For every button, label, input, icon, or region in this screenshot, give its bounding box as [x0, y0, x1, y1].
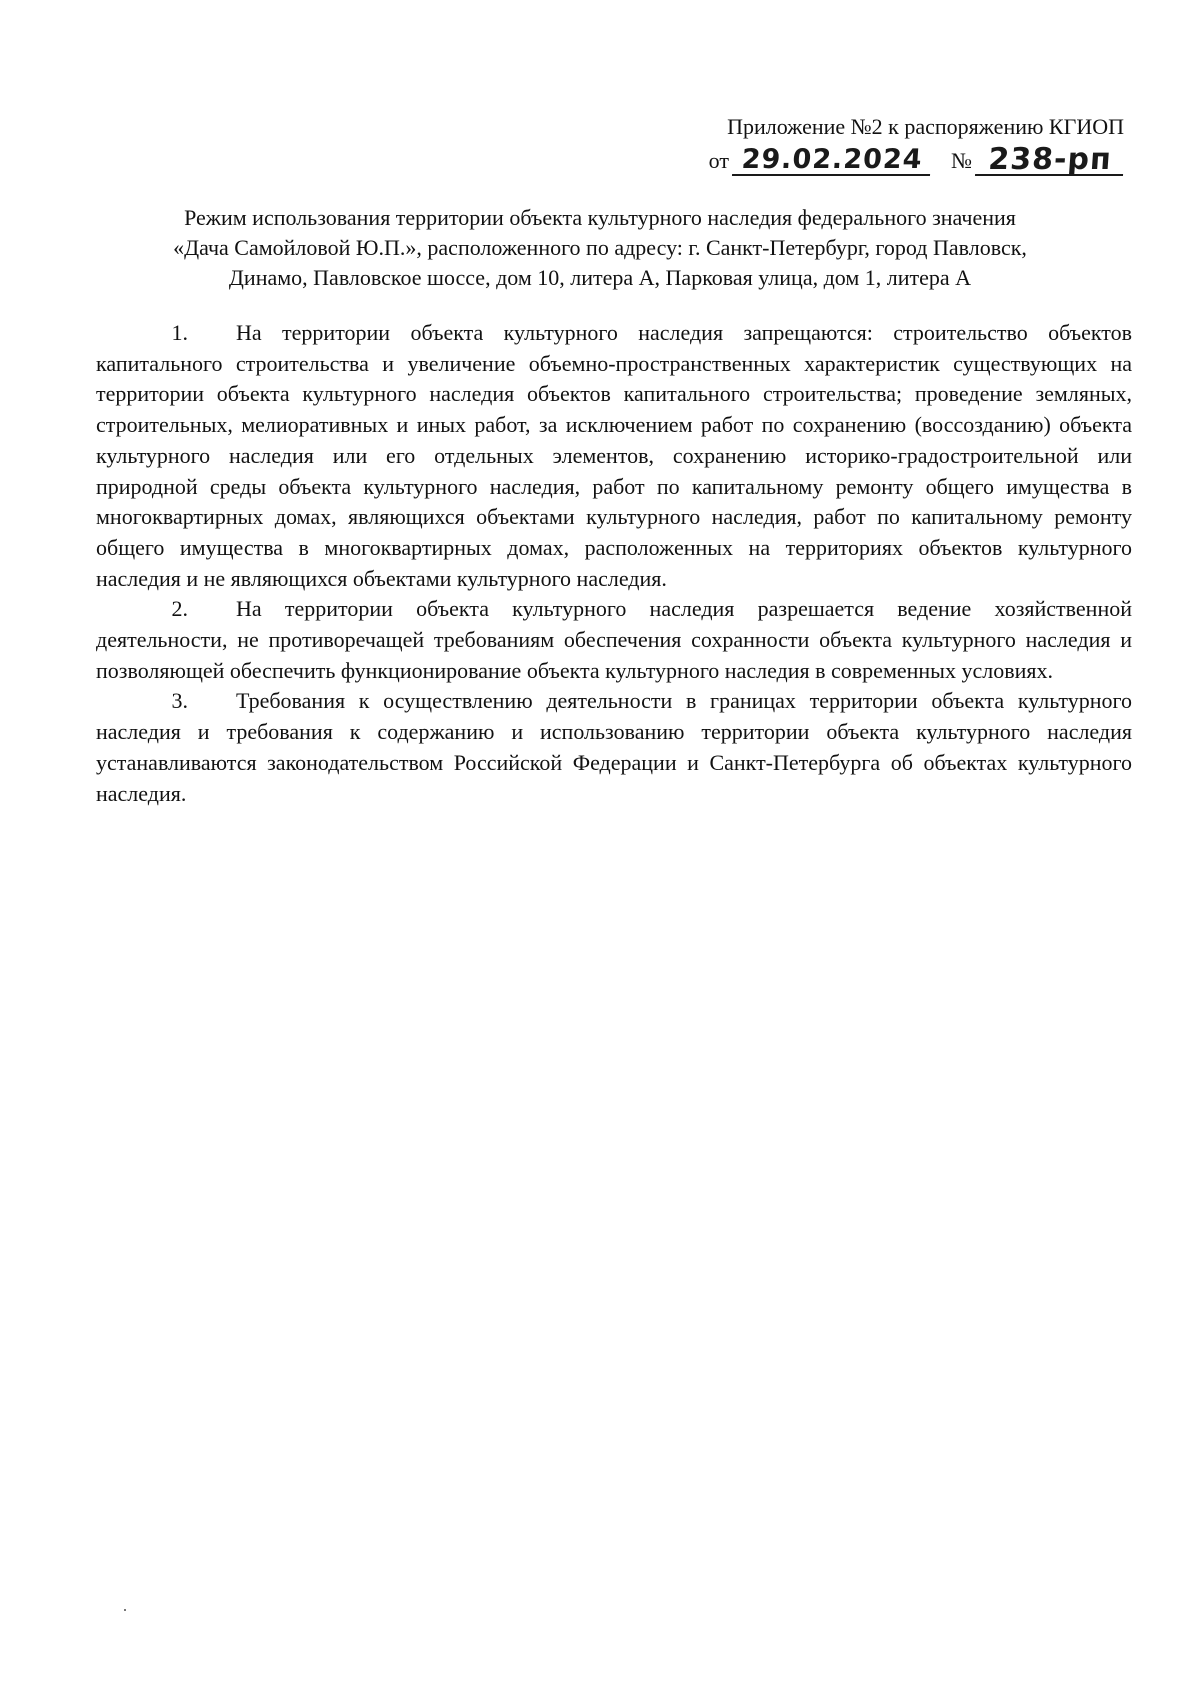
title-line-1: Режим использования территории объекта культурного наследия федерального значения — [184, 205, 1016, 230]
paragraph-number: 3. — [171, 688, 188, 714]
title-line-2: «Дача Самойловой Ю.П.», расположенного по адресу: г. Санкт-Петербург, город Павловск, — [173, 235, 1027, 260]
document-title — [100, 203, 1100, 293]
paragraph-3 — [96, 686, 1132, 809]
paragraph-text: Требования к осуществлению деятельности в границах территории объекта культурного наследия и требования к содержанию и использованию территории объекта культурного наследия устанавливаются законодательством Российской Федерации и Санкт-Петербурга об объектах культурного наследия. — [96, 688, 1132, 806]
appendix-title: Приложение №2 к распоряжению КГИОП — [727, 114, 1124, 139]
paragraph-text: На территории объекта культурного наследия запрещаются: строительство объектов капитального строительства и увеличение объемно-пространственных характеристик существующих на территории объекта культурного наследия объектов капитального строительства; проведение земляных, строительных, мелиоративных и иных работ, за исключением работ по сохранению (воссозданию) объекта культурного наследия или его отдельных элементов, сохранению историко-градостроительной или природной среды объекта культурного наследия, работ по капитальному ремонту общего имущества в многоквартирных домах, являющихся объектами культурного наследия, работ по капитальному ремонту общего имущества в многоквартирных домах, расположенных на территориях объектов культурного наследия и не являющихся объектами культурного наследия. — [96, 320, 1132, 591]
title-line-3: Динамо, Павловское шоссе, дом 10, литера А, Парковая улица, дом 1, литера А — [228, 265, 972, 290]
date-prefix: от — [708, 148, 729, 173]
number-prefix: № — [951, 148, 972, 173]
paragraph-number: 1. — [171, 320, 188, 345]
document-body — [96, 318, 1132, 809]
paragraph-1 — [96, 318, 1132, 594]
appendix-header — [709, 112, 1124, 176]
appendix-date-number-line — [709, 142, 1124, 176]
handwritten-number: 238-рп — [975, 146, 1125, 176]
paragraph-text: На территории объекта культурного наследия разрешается ведение хозяйственной деятельности, не противоречащей требованиям обеспечения сохранности объекта культурного наследия и позволяющей обеспечить функционирование объекта культурного наследия в современных условиях. — [96, 596, 1132, 683]
handwritten-date: 29.02.2024 — [732, 146, 932, 176]
paragraph-number: 2. — [171, 596, 188, 622]
scan-speck — [124, 1609, 126, 1611]
paragraph-2 — [96, 594, 1132, 686]
